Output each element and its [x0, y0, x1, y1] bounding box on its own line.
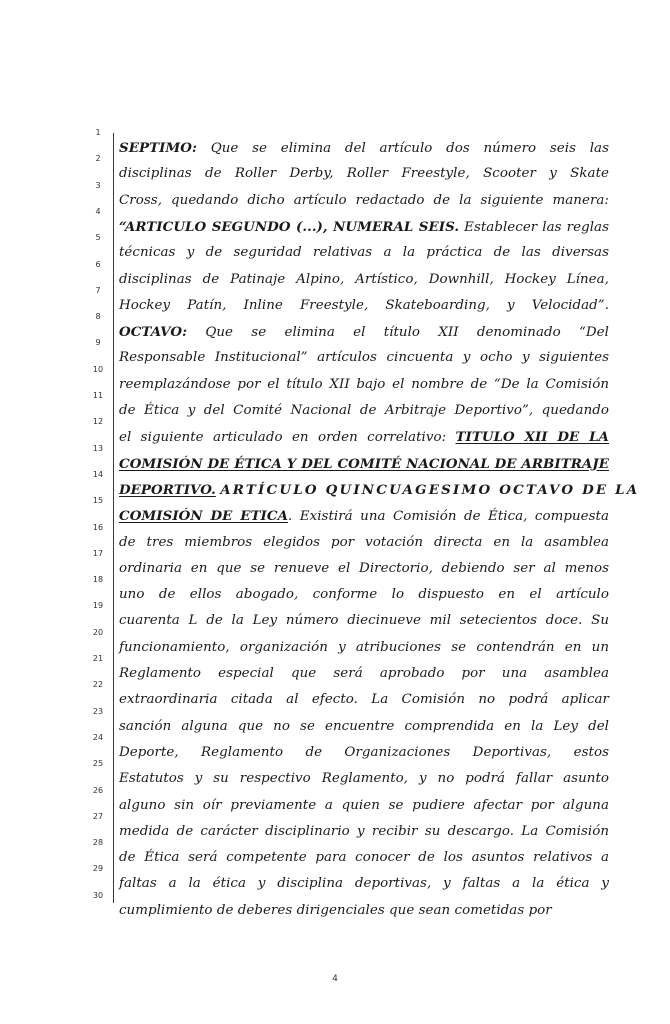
- text-segment: extraordinaria citada al efecto. La Comisión no podrá aplicar: [119, 692, 609, 708]
- text-segment: técnicas y de seguridad relativas a la práctica de las diversas: [119, 245, 609, 261]
- margin-rule: [113, 133, 114, 903]
- line-number: 11: [92, 391, 104, 400]
- line-number: 4: [95, 206, 101, 216]
- line-number: 22: [92, 680, 104, 690]
- line-number: 3: [95, 180, 101, 190]
- text-line: [119, 451, 609, 477]
- text-line: [119, 135, 609, 161]
- line-number: 16: [92, 522, 104, 532]
- line-number: 23: [92, 706, 104, 716]
- text-line: [119, 556, 609, 582]
- text-segment: Responsable Institucional” artículos cincuenta y ocho y siguientes: [119, 350, 609, 366]
- text-segment: faltas a la ética y disciplina deportivas, y faltas a la ética y: [119, 876, 609, 892]
- text-line: [119, 477, 640, 503]
- line-number: 9: [95, 338, 101, 348]
- line-number: 13: [92, 443, 104, 453]
- text-line: [119, 687, 609, 713]
- bold-text-segment: COMISIÓN DE ETICA: [119, 508, 289, 525]
- bold-text-segment: TITULO XII DE LA: [455, 429, 610, 446]
- text-segment: Deporte, Reglamento de Organizaciones Deportivas, estos: [119, 744, 609, 760]
- text-segment: funcionamiento, organización y atribuciones se contendrán en un: [119, 639, 609, 655]
- line-number: 30: [92, 890, 104, 900]
- line-number: 19: [92, 601, 104, 611]
- line-number: 26: [92, 785, 104, 795]
- line-number: 14: [92, 469, 104, 479]
- bold-text-segment: ARTÍCULO QUINCUAGESIMO OCTAVO DE LA: [220, 481, 640, 498]
- text-segment: disciplinas de Roller Derby, Roller Freestyle, Scooter y Skate: [119, 166, 609, 182]
- line-number: 17: [92, 548, 104, 558]
- text-segment: medida de carácter disciplinario y recibir su descargo. La Comisión: [119, 823, 609, 839]
- text-line: [119, 871, 609, 897]
- text-line: [119, 345, 609, 371]
- line-number: 29: [92, 864, 104, 874]
- text-segment: Hockey Patín, Inline Freestyle, Skateboarding, y Velocidad”.: [119, 297, 609, 313]
- line-number: 18: [92, 575, 104, 585]
- bold-text-segment: COMISIÓN DE ÉTICA Y DEL COMITÉ NACIONAL DE ARBITRAJE: [119, 455, 609, 472]
- text-segment: reemplazándose por el título XII bajo el nombre de “De la Comisión: [119, 376, 609, 392]
- line-number: 5: [95, 233, 101, 243]
- text-line: [119, 661, 609, 687]
- text-line: [119, 372, 609, 398]
- line-number: 12: [92, 417, 104, 427]
- line-number: 27: [92, 811, 104, 821]
- text-line: [119, 319, 609, 345]
- line-number: 10: [92, 364, 104, 374]
- text-line: [119, 530, 609, 556]
- text-line: [119, 214, 609, 240]
- text-segment: Estatutos y su respectivo Reglamento, y no podrá fallar asunto: [119, 771, 609, 787]
- text-segment: alguno sin oír previamente a quien se pudiere afectar por alguna: [119, 797, 609, 813]
- text-segment: disciplinas de Patinaje Alpino, Artístico, Downhill, Hockey Línea,: [119, 271, 609, 287]
- text-line: [119, 766, 609, 792]
- text-segment: Reglamento especial que será aprobado por una asamblea: [119, 666, 609, 681]
- page-number: 4: [332, 974, 338, 984]
- text-line: [119, 424, 609, 450]
- text-segment: uno de ellos abogado, conforme lo dispuesto en el artículo: [119, 587, 609, 603]
- text-line: [119, 582, 609, 608]
- text-line: [119, 398, 609, 424]
- line-number: 25: [92, 759, 104, 769]
- text-line: [119, 898, 609, 924]
- line-number: 20: [92, 627, 104, 637]
- bold-text-segment: “ARTICULO SEGUNDO (...), NUMERAL SEIS.: [119, 218, 460, 235]
- text-line: [119, 161, 609, 187]
- bold-text-segment: OCTAVO:: [119, 324, 188, 341]
- line-number: 15: [92, 496, 104, 506]
- text-segment: Cross, quedando dicho artículo redactado de la siguiente manera:: [119, 192, 609, 208]
- text-line: [119, 240, 609, 266]
- bold-text-segment: DEPORTIVO.: [119, 481, 216, 498]
- text-segment: Establecer las reglas: [459, 219, 609, 235]
- text-line: [119, 188, 609, 214]
- text-line: [119, 740, 609, 766]
- line-number: 28: [92, 838, 104, 848]
- text-segment: . Existirá una Comisión de Ética, compuesta: [288, 509, 609, 525]
- line-number: 6: [95, 259, 101, 269]
- text-segment: cumplimiento de deberes dirigenciales que sean cometidas por: [119, 902, 552, 918]
- line-number: 1: [95, 128, 101, 137]
- text-segment: sanción alguna que no se encuentre comprendida en la Ley del: [119, 718, 609, 734]
- text-line: [119, 845, 609, 871]
- text-segment: de Ética y del Comité Nacional de Arbitraje Deportivo”, quedando: [119, 403, 609, 418]
- text-line: [119, 819, 609, 845]
- line-number: 2: [95, 154, 101, 164]
- text-line: [119, 635, 609, 661]
- text-line: [119, 608, 609, 634]
- line-number: 7: [95, 285, 101, 295]
- text-segment: Que se elimina del artículo dos número seis las: [197, 141, 609, 156]
- text-segment: Que se elimina el título XII denominado “Del: [187, 325, 609, 341]
- text-line: [119, 267, 609, 293]
- line-number: 21: [92, 654, 104, 663]
- text-segment: de tres miembros elegidos por votación directa en la asamblea: [119, 534, 609, 550]
- text-segment: de Ética será competente para conocer de los asuntos relativos a: [119, 850, 609, 866]
- bold-text-segment: SEPTIMO:: [119, 140, 198, 156]
- text-segment: ordinaria en que se renueve el Directorio, debiendo ser al menos: [119, 560, 609, 576]
- text-segment: cuarenta L de la Ley número diecinueve mil setecientos doce. Su: [119, 613, 609, 629]
- text-line: [119, 714, 609, 740]
- text-line: [119, 793, 609, 819]
- line-number: 8: [95, 312, 101, 322]
- text-line: [119, 293, 609, 319]
- line-number: 24: [92, 732, 104, 742]
- text-line: [119, 503, 609, 529]
- text-segment: el siguiente articulado en orden correlativo:: [119, 430, 456, 446]
